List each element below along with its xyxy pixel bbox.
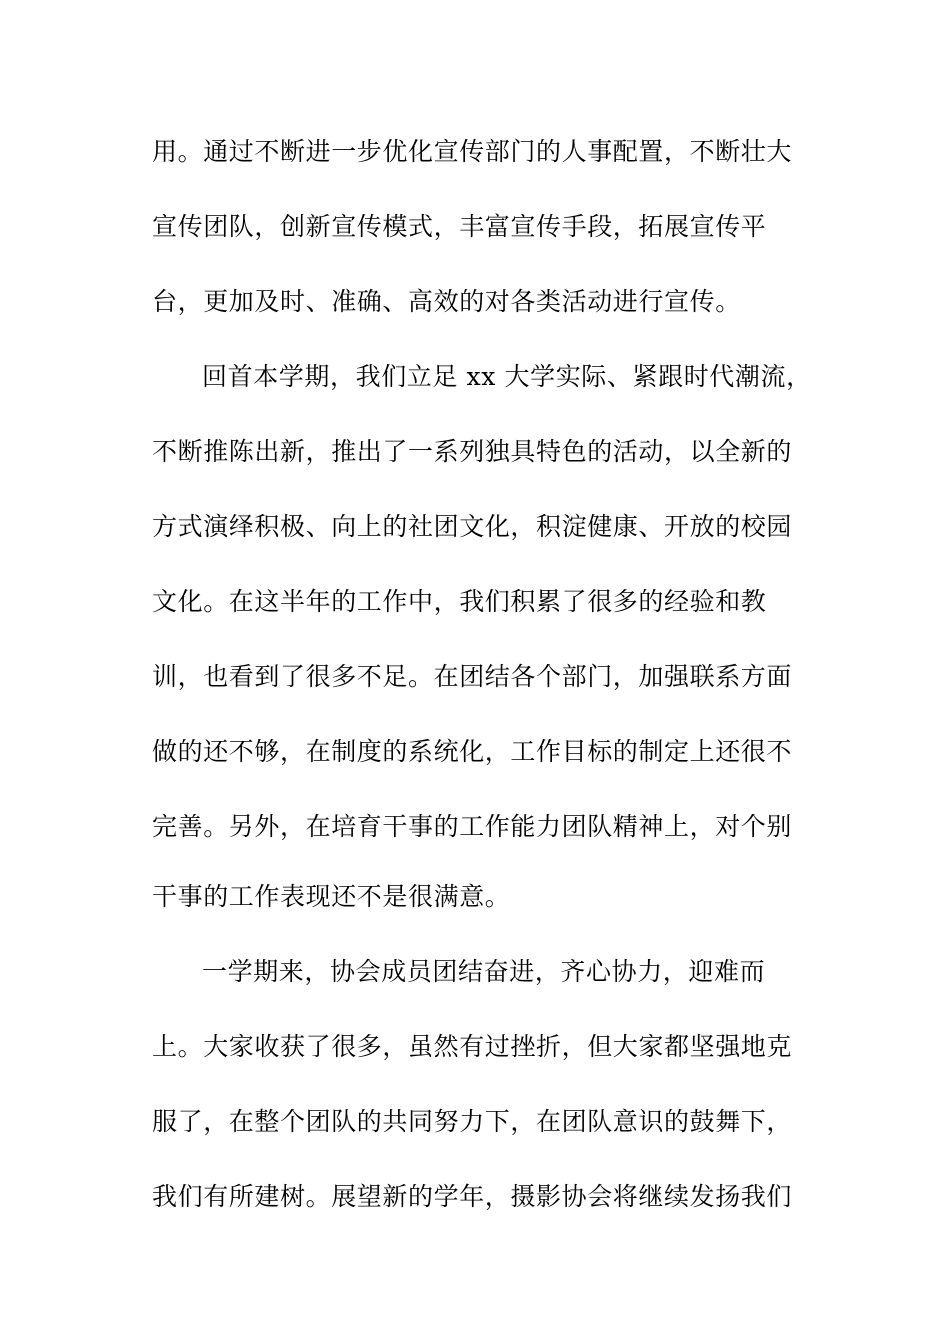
text-line: 方式演绎积极、向上的社团文化，积淀健康、开放的校园 [152,512,793,541]
text-line: 训，也看到了很多不足。在团结各个部门，加强联系方面 [152,662,793,691]
text-line: 宣传团队，创新宣传模式，丰富宣传手段，拓展宣传平 [152,212,767,241]
text-line: 不断推陈出新，推出了一系列独具特色的活动，以全新的 [152,437,793,466]
text-line: 文化。在这半年的工作中，我们积累了很多的经验和教 [152,587,767,616]
text-line: 做的还不够，在制度的系统化，工作目标的制定上还很不 [152,737,793,766]
text-line: 完善。另外，在培育干事的工作能力团队精神上，对个别 [152,812,793,841]
text-line: 服了，在整个团队的共同努力下，在团队意识的鼓舞下， [152,1107,793,1136]
paragraph-start-line: 一学期来，协会成员团结奋进，齐心协力，迎难而 [202,957,766,986]
text-line: 干事的工作表现还不是很满意。 [152,882,511,911]
text-line: 上。大家收获了很多，虽然有过挫折，但大家都坚强地克 [152,1032,793,1061]
paragraph-start-line: 回首本学期，我们立足 xx 大学实际、紧跟时代潮流， [202,362,812,391]
text-line: 用。通过不断进一步优化宣传部门的人事配置，不断壮大 [152,137,793,166]
text-line: 我们有所建树。展望新的学年，摄影协会将继续发扬我们 [152,1182,793,1211]
text-line: 台，更加及时、准确、高效的对各类活动进行宣传。 [152,287,741,316]
